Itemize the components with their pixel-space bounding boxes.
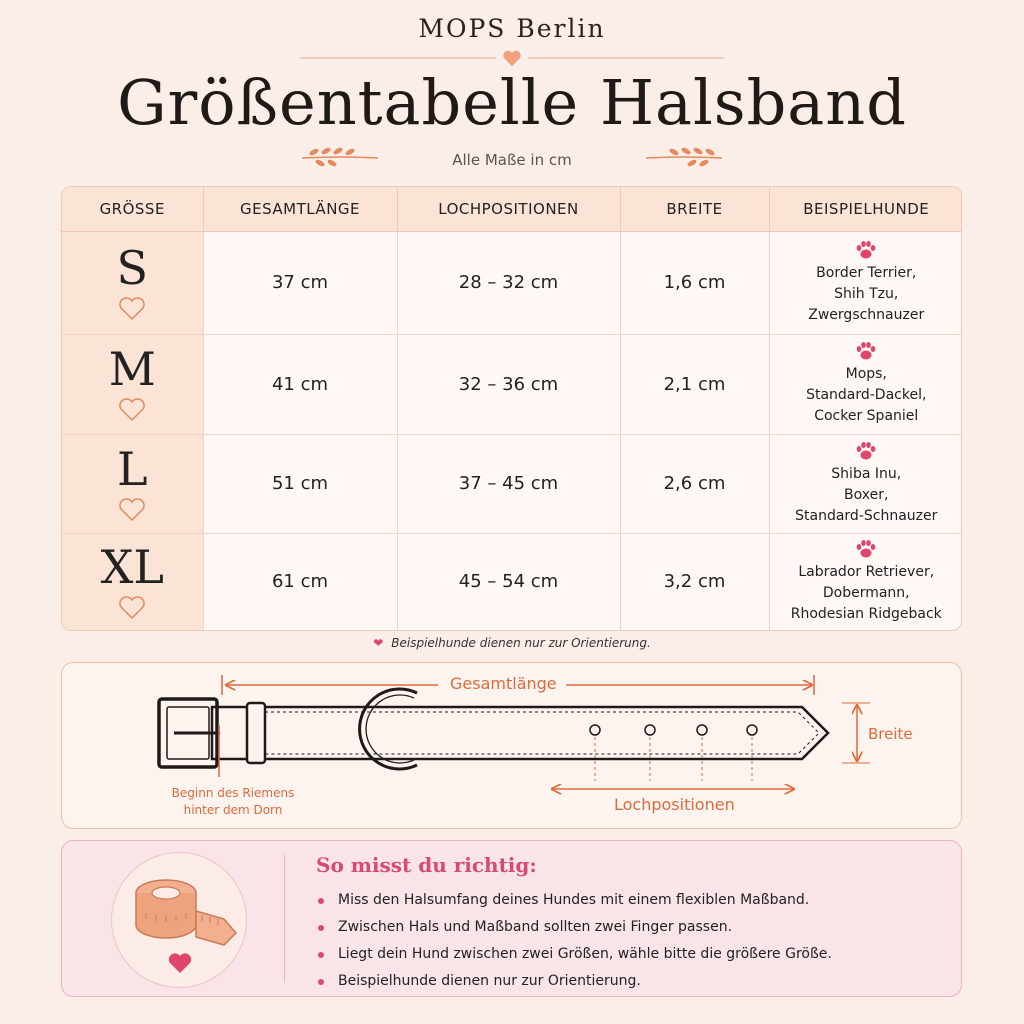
measure-item: Zwischen Hals und Maßband sollten zwei Finger passen.: [316, 914, 832, 941]
holes-cell: 37 – 45 cm: [397, 434, 620, 533]
width-cell: 3,2 cm: [620, 533, 769, 630]
holes-cell: 45 – 54 cm: [397, 533, 620, 630]
strap-start-line-2: hinter dem Dorn: [183, 803, 283, 817]
length-cell: 37 cm: [203, 231, 397, 334]
paw-icon: [855, 539, 877, 559]
page-title: Größentabelle Halsband: [117, 66, 907, 139]
size-label: XL: [100, 539, 164, 594]
paw-icon: [855, 441, 877, 461]
dogs-cell: [769, 434, 962, 533]
size-cell: [62, 434, 203, 533]
heart-icon: ❤: [373, 636, 384, 650]
size-label: S: [116, 240, 148, 295]
table-row: [62, 231, 962, 334]
length-cell: 51 cm: [203, 434, 397, 533]
note-text: Beispielhunde dienen nur zur Orientierung.: [391, 636, 651, 650]
heart-icon: [118, 596, 146, 620]
dog-name: Shih Tzu,: [834, 285, 899, 302]
heart-icon: [503, 51, 520, 66]
dog-name: Zwergschnauzer: [808, 306, 925, 323]
orientation-note: [0, 636, 1024, 650]
length-cell: 41 cm: [203, 334, 397, 434]
collar-diagram: [61, 662, 962, 829]
dog-name: Standard-Dackel,: [806, 387, 927, 403]
measure-list: [316, 887, 832, 995]
table-row: [62, 533, 962, 630]
total-length-label: Gesamtlänge: [450, 674, 557, 693]
header-size: GRÖSSE: [62, 187, 203, 231]
unit-subtitle: Alle Maße in cm: [452, 151, 572, 169]
strap-start-line-1: Beginn des Riemens: [171, 786, 295, 800]
dog-name: Standard-Schnauzer: [795, 507, 938, 524]
strap-start-label: [158, 785, 308, 819]
table-row: [62, 334, 962, 434]
measuring-tape-icon: [112, 853, 248, 989]
dogs-cell: [769, 334, 962, 434]
header-width: BREITE: [620, 187, 769, 231]
dog-name: Rhodesian Ridgeback: [790, 605, 942, 622]
holes-label: Lochpositionen: [614, 795, 735, 814]
paw-icon: [855, 240, 877, 260]
dog-name: Labrador Retriever,: [798, 563, 935, 580]
paw-icon: [855, 341, 877, 361]
measure-title: So misst du richtig:: [316, 853, 537, 877]
holes-cell: 32 – 36 cm: [397, 334, 620, 434]
size-label: M: [108, 342, 156, 396]
heart-icon: [118, 498, 146, 522]
measure-guide: [61, 840, 962, 997]
heart-icon: [118, 398, 146, 422]
measure-item: Beispielhunde dienen nur zur Orientierung.: [316, 968, 832, 995]
heart-divider: [300, 48, 724, 68]
size-label: L: [116, 441, 148, 496]
measure-item: Miss den Halsumfang deines Hundes mit einem flexiblen Maßband.: [316, 887, 832, 914]
dog-name: Boxer,: [844, 486, 889, 503]
holes-cell: 28 – 32 cm: [397, 231, 620, 334]
dogs-cell: [769, 533, 962, 630]
header-total-length: GESAMTLÄNGE: [203, 187, 397, 231]
heart-icon: [118, 297, 146, 321]
size-cell: [62, 533, 203, 630]
dog-name: Shiba Inu,: [831, 465, 902, 482]
header-example-dogs: BEISPIELHUNDE: [769, 187, 962, 231]
dogs-cell: [769, 231, 962, 334]
measure-item: Liegt dein Hund zwischen zwei Größen, wähle bitte die größere Größe.: [316, 941, 832, 968]
width-cell: 2,1 cm: [620, 334, 769, 434]
measure-divider: [284, 855, 285, 983]
brand-name: MOPS Berlin: [418, 14, 606, 43]
length-cell: 61 cm: [203, 533, 397, 630]
dog-name: Dobermann,: [822, 584, 910, 601]
header-hole-positions: LOCHPOSITIONEN: [397, 187, 620, 231]
measuring-tape-badge: [111, 852, 247, 988]
dog-name: Mops,: [845, 366, 887, 382]
table-header-row: [62, 187, 962, 231]
table-row: [62, 434, 962, 533]
size-cell: [62, 231, 203, 334]
leaf-branch-icon: [644, 146, 724, 168]
heart-icon: [169, 953, 191, 973]
dog-name: Border Terrier,: [816, 264, 917, 281]
width-label: Breite: [868, 725, 913, 743]
width-cell: 2,6 cm: [620, 434, 769, 533]
width-cell: 1,6 cm: [620, 231, 769, 334]
size-table: [61, 186, 962, 631]
dog-name: Cocker Spaniel: [814, 408, 919, 424]
size-cell: [62, 334, 203, 434]
